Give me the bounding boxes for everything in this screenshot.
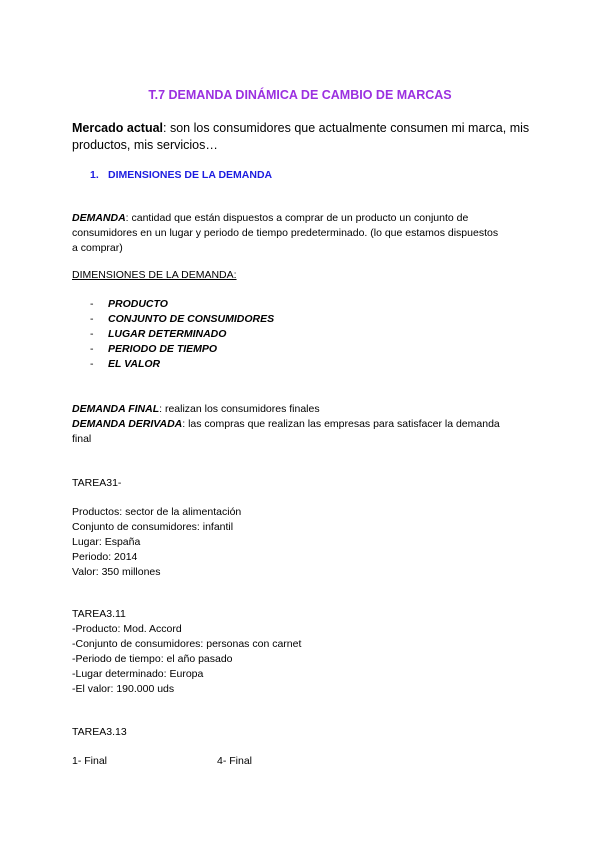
section-heading-dimensiones [90, 169, 272, 181]
list-item-label: PRODUCTO [108, 298, 168, 310]
mercado-actual-paragraph [72, 120, 529, 154]
list-item-label: CONJUNTO DE CONSUMIDORES [108, 313, 275, 325]
tarea31-line: Periodo: 2014 [72, 551, 138, 563]
demanda-text-line2: consumidores en un lugar y periodo de tiempo predeterminado. (lo que estamos dispuestos [72, 227, 499, 239]
list-item-label: LUGAR DETERMINADO [108, 328, 227, 340]
list-item [90, 313, 274, 325]
tarea31-line: Valor: 350 millones [72, 566, 161, 578]
list-dash: - [90, 313, 94, 325]
list-item [90, 358, 160, 370]
mercado-actual-term: Mercado actual [72, 121, 164, 135]
section-title: DIMENSIONES DE LA DEMANDA [108, 169, 273, 181]
tarea313-col2: 4- Final [217, 755, 253, 767]
list-dash: - [90, 328, 94, 340]
tarea31-heading: TAREA31- [72, 477, 122, 489]
demanda-definition [72, 211, 498, 256]
demanda-text: : cantidad que están dispuestos a comprar de un producto un conjunto de [125, 212, 469, 224]
demanda-derivada-text-cont: final [72, 433, 92, 445]
list-dash: - [90, 343, 94, 355]
tarea311-heading: TAREA3.11 [72, 608, 126, 620]
list-dash: - [90, 358, 94, 370]
tarea311-block [72, 607, 301, 697]
demanda-final-derivada [72, 402, 500, 447]
tarea31-line: Conjunto de consumidores: infantil [72, 521, 234, 533]
list-dash: - [90, 298, 94, 310]
tarea313-heading: TAREA3.13 [72, 726, 127, 738]
list-item [90, 298, 168, 310]
dimensiones-heading: DIMENSIONES DE LA DEMANDA: [72, 269, 237, 281]
demanda-text-line3: a comprar) [72, 242, 123, 254]
demanda-derivada-term: DEMANDA DERIVADA [72, 418, 183, 430]
tarea31-line: Productos: sector de la alimentación [72, 506, 242, 518]
list-item [90, 328, 226, 340]
page-title: T.7 DEMANDA DINÁMICA DE CAMBIO DE MARCAS [148, 88, 452, 102]
list-item-label: PERIODO DE TIEMPO [108, 343, 218, 355]
list-item [90, 343, 217, 355]
mercado-actual-text: : son los consumidores que actualmente consumen mi marca, mis [163, 121, 530, 135]
tarea311-line: -Periodo de tiempo: el año pasado [72, 653, 233, 665]
tarea311-line: -Conjunto de consumidores: personas con carnet [72, 638, 302, 650]
demanda-derivada-text: : las compras que realizan las empresas para satisfacer la demanda [182, 418, 500, 430]
section-number: 1. [90, 169, 99, 181]
tarea31-block [72, 505, 241, 580]
demanda-term: DEMANDA [72, 212, 126, 224]
mercado-actual-text-cont: productos, mis servicios… [72, 138, 218, 152]
demanda-final-term: DEMANDA FINAL [72, 403, 160, 415]
list-item-label: EL VALOR [108, 358, 161, 370]
demanda-final-text: : realizan los consumidores finales [159, 403, 320, 415]
tarea311-line: -Producto: Mod. Accord [72, 623, 182, 635]
tarea311-line: -El valor: 190.000 uds [72, 683, 175, 695]
tarea311-line: -Lugar determinado: Europa [72, 668, 204, 680]
tarea31-line: Lugar: España [72, 536, 141, 548]
tarea313-col1: 1- Final [72, 755, 108, 767]
